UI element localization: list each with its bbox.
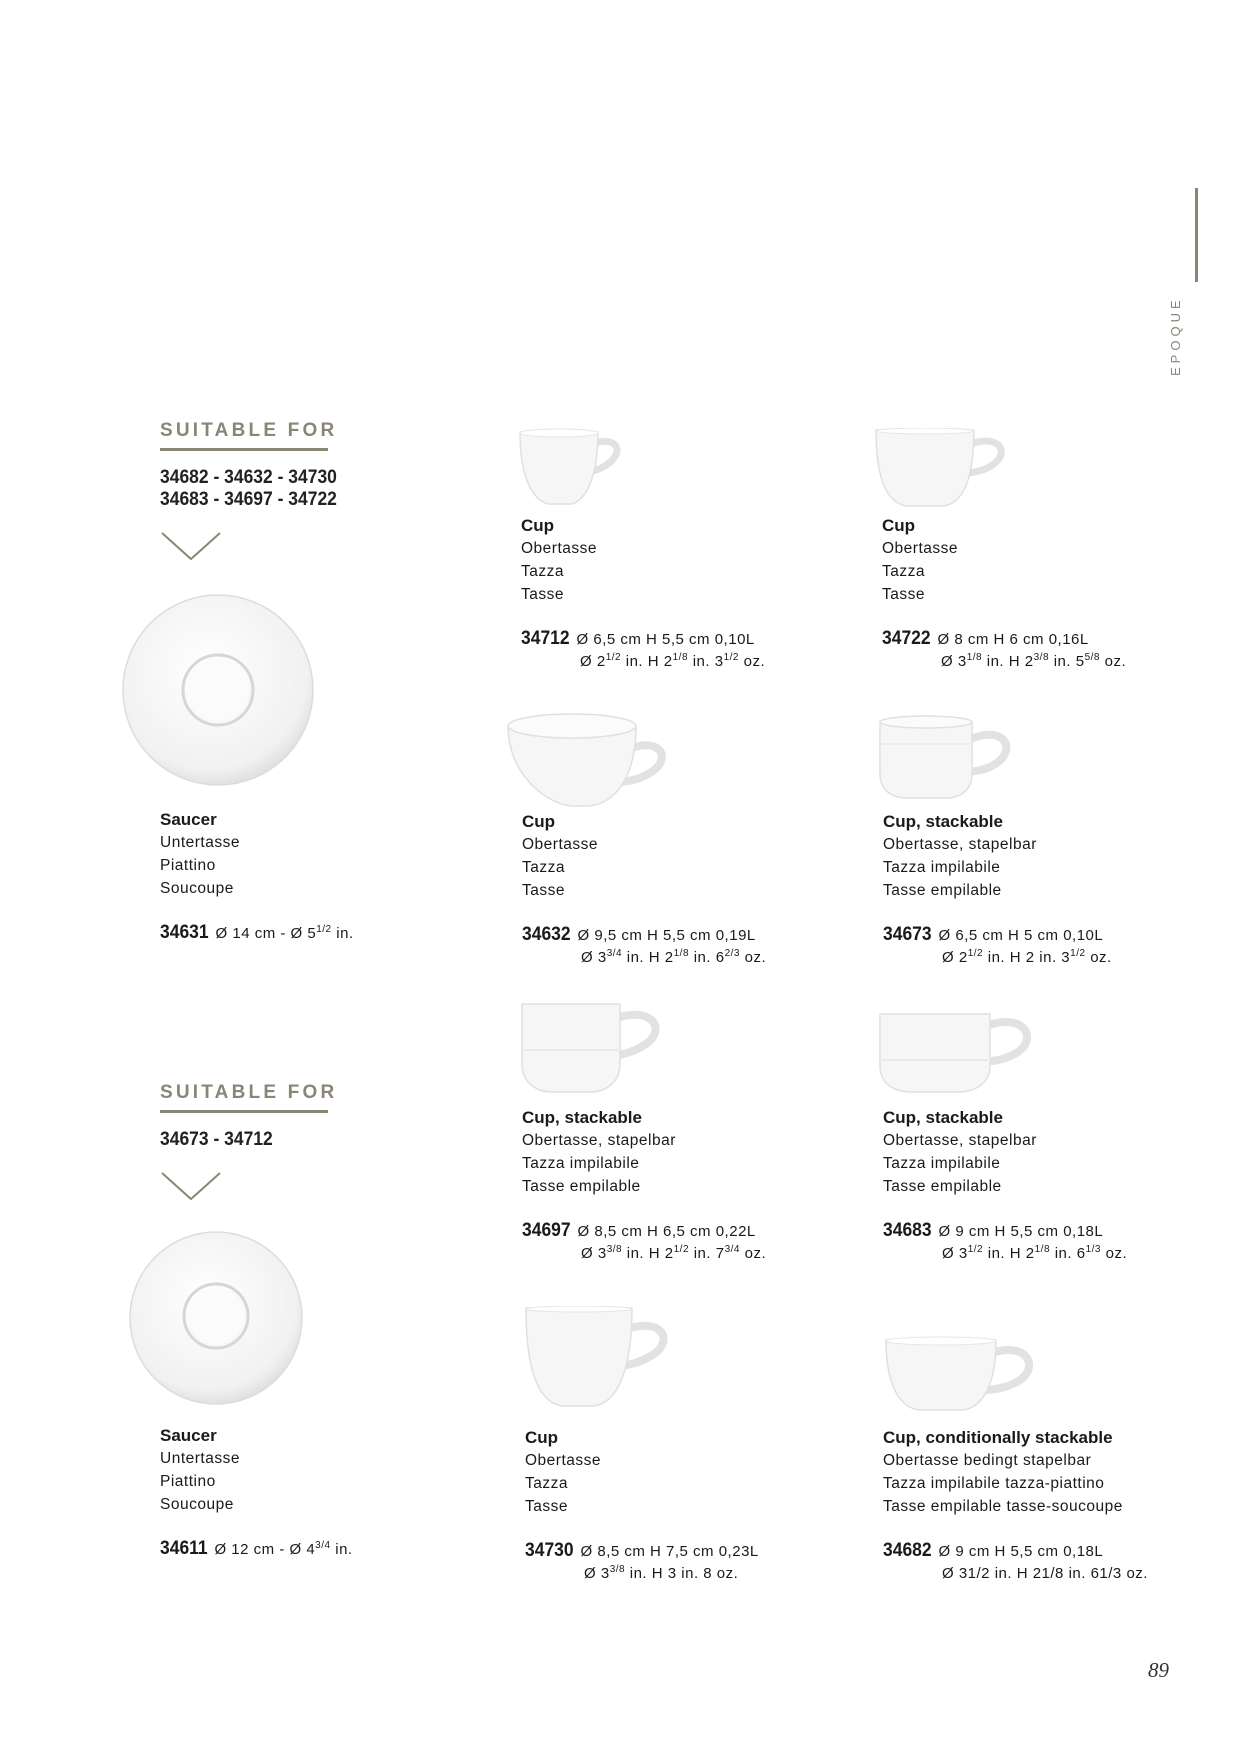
product-34722 (882, 514, 1126, 673)
product-spec (522, 924, 766, 969)
product-fr: Tasse (882, 586, 925, 603)
product-fr: Soucoupe (160, 1496, 234, 1513)
product-spec (522, 1220, 766, 1265)
spec-line-2: Ø $2^{1/2}$ in. H $2^{1/8}$ in. $3^{1/2}$ oz. (580, 652, 766, 670)
product-34611 (160, 1424, 353, 1561)
spec-line-1: Ø 8,5 cm H 7,5 cm 0,23L (580, 1543, 759, 1560)
product-name: Cup (522, 812, 556, 831)
product-code: 34631 (160, 922, 209, 943)
spec-line-2: Ø $3^{1/2}$ in. H $2^{1/8}$ in. $6^{1/3}$ oz. (942, 1244, 1128, 1262)
product-spec (882, 628, 1126, 673)
product-fr: Tasse empilable tasse-soucoupe (883, 1498, 1123, 1515)
product-spec (525, 1540, 759, 1585)
suitable-heading: SUITABLE FOR (160, 1082, 338, 1103)
suitable-codes (160, 467, 337, 511)
product-fr: Tasse (522, 882, 565, 899)
saucer-image (118, 592, 318, 797)
cup-image (874, 428, 1014, 513)
spec-line-2: Ø $3^{1/8}$ in. H $2^{3/8}$ in. $5^{5/8}$ oz. (941, 652, 1127, 670)
product-code: 34697 (522, 1220, 571, 1241)
cup-image (878, 1010, 1038, 1101)
product-code: 34682 (883, 1540, 932, 1561)
product-de: Untertasse (160, 834, 240, 851)
product-it: Tazza impilabile (883, 1155, 1001, 1172)
spec-line-2: Ø $3^{3/8}$ in. H 3 in. 8 oz. (584, 1564, 739, 1582)
product-fr: Tasse empilable (522, 1178, 641, 1195)
product-code: 34611 (160, 1538, 208, 1559)
product-fr: Tasse empilable (883, 1178, 1002, 1195)
suitable-rule (160, 448, 328, 451)
product-34730 (525, 1426, 759, 1585)
product-de: Obertasse bedingt stapelbar (883, 1452, 1092, 1469)
product-spec (160, 1538, 353, 1561)
spec-sup: 1/2 (316, 924, 332, 935)
product-de: Obertasse (521, 540, 598, 557)
product-it: Tazza (522, 859, 565, 876)
spec-line-2: Ø $2^{1/2}$ in. H 2 in. $3^{1/2}$ oz. (942, 948, 1112, 966)
product-code: 34722 (882, 628, 931, 649)
product-code: 34632 (522, 924, 571, 945)
suitable-codes (160, 1129, 323, 1151)
side-tab (1158, 188, 1198, 376)
codes-line: 34682 - 34632 - 34730 (160, 467, 337, 488)
cup-image (520, 1000, 670, 1101)
product-34683 (883, 1106, 1127, 1265)
cup-image (518, 428, 628, 513)
product-34697 (522, 1106, 766, 1265)
side-tab-rule (1195, 188, 1198, 282)
cup-image (884, 1336, 1040, 1419)
spec-line-1: Ø 9 cm H 5,5 cm 0,18L (938, 1543, 1104, 1560)
product-name: Cup, conditionally stackable (883, 1428, 1113, 1447)
product-code: 34712 (521, 628, 570, 649)
product-34632 (522, 810, 766, 969)
product-name: Cup (525, 1428, 559, 1447)
product-it: Piattino (160, 857, 216, 874)
product-code: 34683 (883, 1220, 932, 1241)
product-spec (883, 1220, 1127, 1265)
cup-image (876, 714, 1016, 807)
saucer-image (126, 1228, 306, 1413)
product-name: Saucer (160, 1426, 217, 1445)
product-34631 (160, 808, 354, 945)
product-34673 (883, 810, 1112, 969)
spec-line-1: Ø 8,5 cm H 6,5 cm 0,22L (577, 1223, 756, 1240)
product-34712 (521, 514, 765, 673)
spec-text: in. (331, 925, 354, 942)
product-name: Cup (882, 516, 916, 535)
product-fr: Tasse empilable (883, 882, 1002, 899)
product-fr: Tasse (521, 586, 564, 603)
spec-line-1: Ø 8 cm H 6 cm 0,16L (937, 631, 1089, 648)
product-spec (883, 924, 1112, 969)
product-it: Tazza (882, 563, 925, 580)
spec-text: Ø 14 cm - Ø 5 (215, 925, 317, 942)
product-34682 (883, 1426, 1148, 1585)
spec-line-1: Ø 9,5 cm H 5,5 cm 0,19L (577, 927, 756, 944)
product-spec (160, 922, 354, 945)
product-code: 34730 (525, 1540, 574, 1561)
product-spec (521, 628, 765, 673)
product-it: Tazza (525, 1475, 568, 1492)
spec-line-2: Ø $3^{3/8}$ in. H $2^{1/2}$ in. $7^{3/4}$ oz. (581, 1244, 767, 1262)
suitable-for-2 (160, 1082, 337, 1203)
suitable-rule (160, 1110, 328, 1113)
spec-text: in. (330, 1541, 353, 1558)
page-number: 89 (1148, 1658, 1169, 1682)
product-it: Tazza impilabile (522, 1155, 640, 1172)
codes-line: 34673 - 34712 (160, 1129, 273, 1150)
product-de: Obertasse (525, 1452, 602, 1469)
spec-line-1: Ø 6,5 cm H 5 cm 0,10L (938, 927, 1104, 944)
cup-image (506, 712, 670, 815)
product-de: Obertasse, stapelbar (883, 836, 1037, 853)
product-fr: Soucoupe (160, 880, 234, 897)
product-de: Obertasse, stapelbar (883, 1132, 1037, 1149)
product-spec (883, 1540, 1148, 1585)
chevron-down-icon (160, 1169, 222, 1203)
product-name: Cup, stackable (522, 1108, 642, 1127)
spec-line-1: Ø 9 cm H 5,5 cm 0,18L (938, 1223, 1104, 1240)
product-it: Tazza impilabile (883, 859, 1001, 876)
product-de: Untertasse (160, 1450, 240, 1467)
spec-text: Ø 12 cm - Ø 4 (214, 1541, 316, 1558)
spec-line-2: Ø 31/2 in. H 21/8 in. 61/3 oz. (942, 1565, 1148, 1582)
spec-line-2: Ø $3^{3/4}$ in. H $2^{1/8}$ in. $6^{2/3}$ oz. (581, 948, 767, 966)
chevron-down-icon (160, 529, 222, 563)
product-name: Saucer (160, 810, 217, 829)
product-de: Obertasse (522, 836, 599, 853)
cup-image (524, 1306, 674, 1415)
product-de: Obertasse (882, 540, 959, 557)
product-name: Cup (521, 516, 555, 535)
spec-sup: 3/4 (315, 1540, 331, 1551)
suitable-heading: SUITABLE FOR (160, 420, 338, 441)
product-name: Cup, stackable (883, 812, 1003, 831)
product-de: Obertasse, stapelbar (522, 1132, 676, 1149)
product-name: Cup, stackable (883, 1108, 1003, 1127)
spec-line-1: Ø 6,5 cm H 5,5 cm 0,10L (576, 631, 755, 648)
product-it: Tazza (521, 563, 564, 580)
product-code: 34673 (883, 924, 932, 945)
suitable-for-1 (160, 420, 352, 563)
side-tab-label: EPOQUE (1168, 296, 1183, 376)
codes-line: 34683 - 34697 - 34722 (160, 489, 337, 510)
product-it: Piattino (160, 1473, 216, 1490)
product-it: Tazza impilabile tazza-piattino (883, 1475, 1105, 1492)
product-fr: Tasse (525, 1498, 568, 1515)
